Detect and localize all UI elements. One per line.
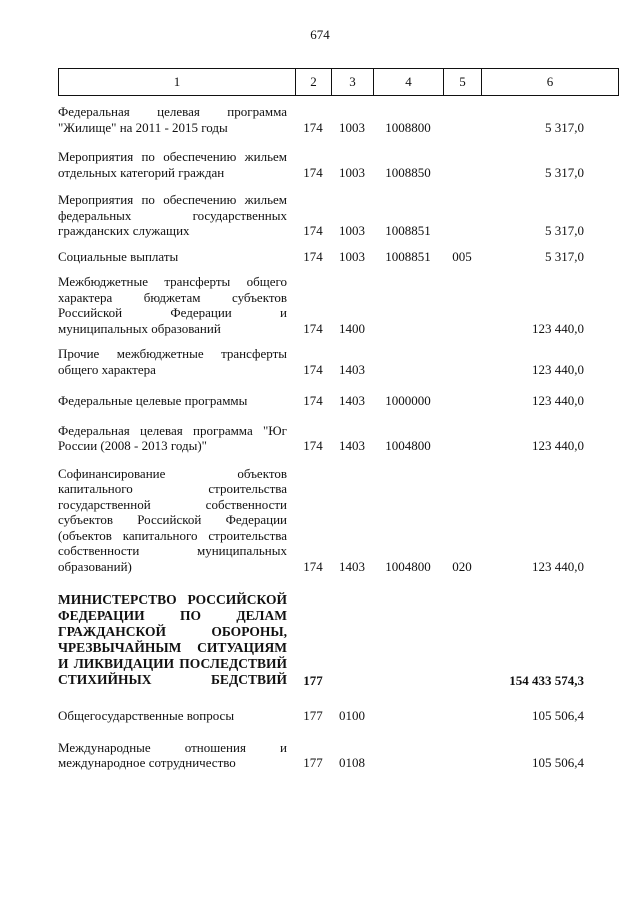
row-ministry-code-cell: 177 <box>303 672 323 688</box>
row-section-code-cell: 0108 <box>339 755 365 770</box>
row-amount-cell: 5 317,0 <box>545 223 584 238</box>
row-section-code-cell <box>331 592 373 688</box>
row-section-code-cell: 1403 <box>339 558 365 574</box>
row-name-cell: Прочие межбюджетные трансферты общего характера <box>58 346 287 377</box>
column-header-table <box>58 68 619 96</box>
column-header-2: 2 <box>296 69 332 96</box>
row-target-article-cell <box>373 346 443 377</box>
row-spacer <box>58 135 618 149</box>
row-target-article-cell <box>373 592 443 688</box>
row-expense-type-cell: 005 <box>452 248 472 264</box>
row-name-cell: Межбюджетные трансферты общего характера бюджетам субъектов Российской Федерации и муниципальных образований <box>58 274 287 336</box>
row-section-code-cell: 1400 <box>339 320 365 336</box>
row-name-cell: Международные отношения и международное сотрудничество <box>58 739 287 770</box>
row-spacer <box>58 454 618 466</box>
row-name-cell: МИНИСТЕРСТВО РОССИЙСКОЙ ФЕДЕРАЦИИ ПО ДЕЛАМ ГРАЖДАНСКОЙ ОБОРОНЫ, ЧРЕЗВЫЧАЙНЫМ СИТУАЦИЯМ И ЛИКВИДАЦИИ ПОСЛЕДСТВИЙ СТИХИЙНЫХ БЕДСТВИЙ <box>58 592 287 687</box>
row-amount-cell: 123 440,0 <box>532 320 584 336</box>
row-section-code-cell: 1003 <box>339 223 365 238</box>
table-row <box>58 192 618 239</box>
row-ministry-code-cell: 174 <box>303 223 323 238</box>
column-header-5: 5 <box>444 69 482 96</box>
row-ministry-code-cell: 174 <box>303 320 323 336</box>
table-row <box>58 104 618 135</box>
row-name-cell: Софинансирование объектов капитального строительства государственной собственности субъектов Российской Федерации (объектов капитального строительства собственности муниципальных образований) <box>58 465 287 574</box>
column-header-3: 3 <box>332 69 374 96</box>
row-target-article-cell <box>373 274 443 336</box>
row-section-code-cell: 1003 <box>339 164 365 180</box>
row-target-article-cell: 1008800 <box>385 119 431 135</box>
row-name-cell: Общегосударственные вопросы <box>58 708 235 723</box>
column-header-4: 4 <box>374 69 444 96</box>
row-amount-cell: 123 440,0 <box>532 558 584 574</box>
row-ministry-code-cell: 174 <box>303 361 323 377</box>
row-target-article-cell: 1004800 <box>385 558 431 574</box>
table-row <box>58 393 618 409</box>
row-amount-cell: 154 433 574,3 <box>509 672 584 688</box>
row-expense-type-cell <box>443 192 481 239</box>
row-ministry-code-cell: 174 <box>303 119 323 135</box>
row-target-article-cell: 1008851 <box>385 223 431 238</box>
row-amount-cell: 105 506,4 <box>532 755 584 770</box>
row-ministry-code-cell: 174 <box>303 438 323 453</box>
row-section-code-cell: 1403 <box>339 361 365 377</box>
row-spacer <box>58 409 618 423</box>
row-spacer <box>58 180 618 192</box>
row-expense-type-cell <box>443 592 481 688</box>
row-spacer <box>58 724 618 740</box>
row-spacer <box>58 239 618 249</box>
row-amount-cell: 5 317,0 <box>545 164 584 180</box>
row-spacer <box>58 574 618 592</box>
row-amount-cell: 123 440,0 <box>532 361 584 377</box>
row-section-code-cell: 1003 <box>339 119 365 135</box>
row-expense-type-cell <box>443 274 481 336</box>
table-row <box>58 149 618 180</box>
row-spacer <box>58 264 618 274</box>
row-expense-type-cell <box>443 393 481 409</box>
row-ministry-code-cell: 174 <box>303 164 323 180</box>
table-row <box>58 249 618 265</box>
table-row <box>58 708 618 724</box>
column-header-6: 6 <box>482 69 619 96</box>
row-expense-type-cell <box>443 708 481 724</box>
row-spacer <box>58 688 618 708</box>
table-row <box>58 346 618 377</box>
row-expense-type-cell <box>443 104 481 135</box>
row-name-cell: Федеральные целевые программы <box>58 393 248 408</box>
table-row <box>58 740 618 771</box>
row-expense-type-cell <box>443 423 481 454</box>
row-ministry-code-cell: 174 <box>303 393 323 408</box>
row-ministry-code-cell: 174 <box>303 248 323 264</box>
page-number: 674 <box>310 27 330 42</box>
row-spacer <box>58 377 618 393</box>
row-spacer <box>58 336 618 346</box>
row-target-article-cell: 1004800 <box>385 438 431 453</box>
row-section-code-cell: 1403 <box>339 393 365 408</box>
column-header-row <box>59 69 619 96</box>
row-ministry-code-cell: 177 <box>303 755 323 770</box>
row-ministry-code-cell: 177 <box>303 708 323 723</box>
row-name-cell: Мероприятия по обеспечению жильем отдельных категорий граждан <box>58 149 287 180</box>
row-expense-type-cell <box>443 740 481 771</box>
row-target-article-cell <box>373 740 443 771</box>
row-section-code-cell: 1003 <box>339 248 365 264</box>
row-target-article-cell: 1008850 <box>385 164 431 180</box>
row-amount-cell: 123 440,0 <box>532 438 584 453</box>
row-target-article-cell: 1000000 <box>385 393 431 408</box>
budget-table <box>58 104 618 771</box>
row-amount-cell: 5 317,0 <box>545 248 584 264</box>
row-expense-type-cell: 020 <box>452 558 472 574</box>
row-ministry-code-cell: 174 <box>303 558 323 574</box>
table-row <box>58 466 618 575</box>
row-amount-cell: 105 506,4 <box>532 708 584 723</box>
row-name-cell: Федеральная целевая программа "Юг России (2008 - 2013 годы)" <box>58 422 287 453</box>
row-name-cell: Мероприятия по обеспечению жильем федеральных государственных гражданских служащих <box>58 192 287 238</box>
row-name-cell: Социальные выплаты <box>58 248 179 264</box>
row-name-cell: Федеральная целевая программа "Жилище" на 2011 - 2015 годы <box>58 104 287 135</box>
row-expense-type-cell <box>443 149 481 180</box>
table-row <box>58 423 618 454</box>
row-target-article-cell: 1008851 <box>385 248 431 264</box>
row-target-article-cell <box>373 708 443 724</box>
column-header-1: 1 <box>59 69 296 96</box>
row-section-code-cell: 1403 <box>339 438 365 453</box>
table-row <box>58 592 618 688</box>
budget-table-body <box>58 104 618 771</box>
row-section-code-cell: 0100 <box>339 708 365 723</box>
row-amount-cell: 123 440,0 <box>532 393 584 408</box>
table-row <box>58 274 618 336</box>
row-amount-cell: 5 317,0 <box>545 119 584 135</box>
row-expense-type-cell <box>443 346 481 377</box>
